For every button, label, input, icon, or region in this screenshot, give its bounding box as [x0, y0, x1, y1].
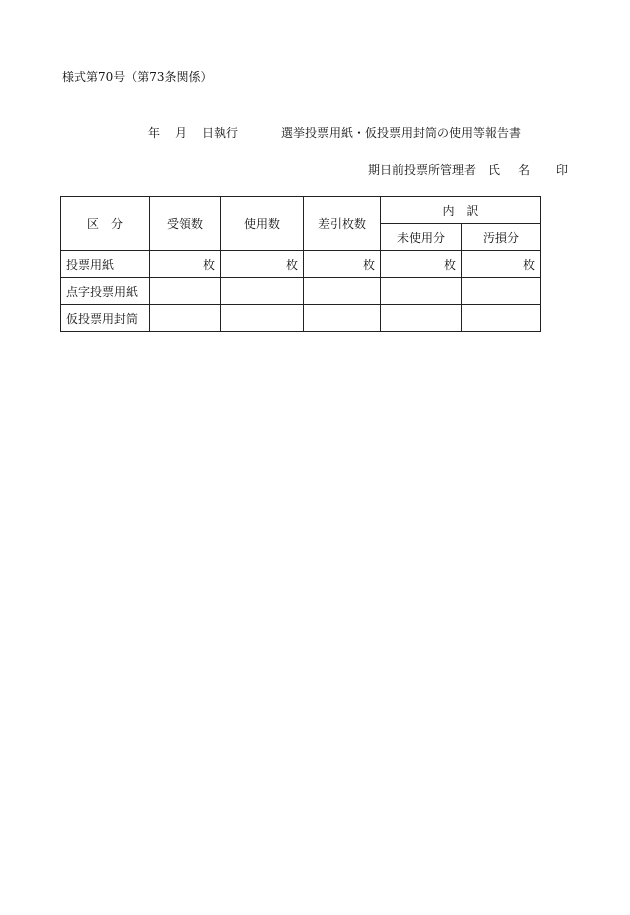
cell-received: 枚: [150, 251, 221, 278]
header-breakdown: 内 訳: [381, 197, 541, 224]
header-unused: 未使用分: [381, 224, 462, 251]
cell-damaged: 枚: [462, 251, 541, 278]
name-label-1: 氏: [488, 163, 501, 177]
cell-remaining: [304, 278, 381, 305]
cell-received: [150, 305, 221, 332]
cell-received: [150, 278, 221, 305]
document-title: 選挙投票用紙・仮投票用封筒の使用等報告書: [281, 126, 522, 140]
table-row: [61, 251, 541, 278]
form-number: 様式第70号（第73条関係）: [62, 70, 213, 84]
month-label: 月: [175, 126, 188, 140]
cell-unused: 枚: [381, 251, 462, 278]
header-used: 使用数: [221, 197, 304, 251]
header-received: 受領数: [150, 197, 221, 251]
cell-damaged: [462, 278, 541, 305]
header-remaining: 差引枚数: [304, 197, 381, 251]
manager-line: [368, 161, 568, 178]
table-row: [61, 305, 541, 332]
day-exec-label: 日執行: [202, 126, 239, 140]
title-line: [148, 124, 522, 141]
year-label: 年: [148, 126, 161, 140]
row-label: 投票用紙: [61, 251, 150, 278]
seal-label: 印: [556, 163, 569, 177]
row-label: 点字投票用紙: [61, 278, 150, 305]
cell-unused: [381, 305, 462, 332]
cell-used: 枚: [221, 251, 304, 278]
execution-date: [148, 124, 238, 141]
cell-used: [221, 278, 304, 305]
cell-remaining: [304, 305, 381, 332]
table-header-row: [61, 197, 541, 224]
name-label-2: 名: [518, 163, 531, 177]
row-label: 仮投票用封筒: [61, 305, 150, 332]
cell-unused: [381, 278, 462, 305]
cell-used: [221, 305, 304, 332]
header-kubun: 区 分: [61, 197, 150, 251]
manager-label: 期日前投票所管理者: [368, 163, 477, 177]
cell-remaining: 枚: [304, 251, 381, 278]
report-table: [60, 196, 541, 332]
header-damaged: 汚損分: [462, 224, 541, 251]
table-row: [61, 278, 541, 305]
cell-damaged: [462, 305, 541, 332]
